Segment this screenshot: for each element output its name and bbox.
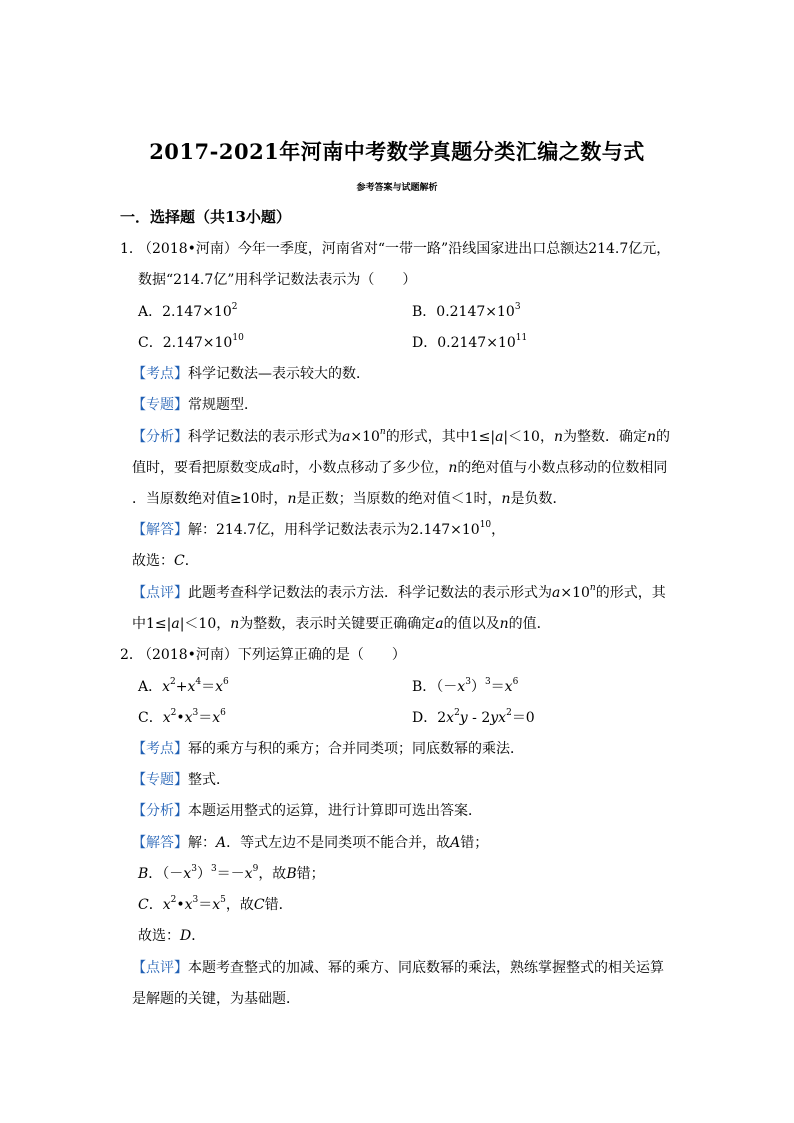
option-a: A．$2.147\times 10^2$ [138, 302, 238, 320]
answer-line: 故选：D． [138, 928, 206, 944]
jieda-line-c: C．$x^2•x^3=x^5$，故C错． [138, 895, 293, 913]
kaodian-row: 【考点】科学记数法—表示较大的数． [132, 366, 370, 382]
question-stem-line: （2018•河南）下列运算正确的是（ ） [138, 647, 406, 663]
jieda-line-b: B．$(-x^3)^3=-x^9$，故B错； [138, 864, 325, 882]
option-c: C．$2.147\times 10^{10}$ [138, 333, 244, 351]
page-title: 2017-2021年河南中考数学真题分类汇编之数与式 [149, 139, 645, 164]
dianping-line: 中1≤|a|＜10，n为整数，表示时关键要正确确定a的值以及n的值． [132, 616, 551, 632]
question-stem-line: （2018•河南）今年一季度，河南省对“一带一路”沿线国家进出口总额达214.7亿元， [138, 241, 671, 257]
dianping-row: 【点评】此题考查科学记数法的表示方法．科学记数法的表示形式为$a\times 10^n$的形式，其 [132, 583, 666, 601]
question-stem-line: 数据“214.7亿”用科学记数法表示为（ ） [138, 272, 417, 288]
jieda-row: 【解答】解：A．等式左边不是同类项不能合并，故A错； [132, 835, 489, 851]
kaodian-row: 【考点】幂的乘方与积的乘方；合并同类项；同底数幂的乘法． [132, 741, 524, 757]
fenxi-row: 【分析】本题运用整式的运算，进行计算即可选出答案． [132, 803, 482, 819]
zhuanti-row: 【专题】整式． [132, 772, 230, 788]
fenxi-line: 值时，要看把原数变成a时，小数点移动了多少位，n的绝对值与小数点移动的位数相同 [132, 460, 668, 476]
dianping-row: 【点评】本题考查整式的加减、幂的乘方、同底数幂的乘法，熟练掌握整式的相关运算 [132, 960, 664, 976]
answer-line: 故选：C． [132, 553, 199, 569]
fenxi-row: 【分析】科学记数法的表示形式为$a\times 10^n$的形式，其中1≤|a|＜10，n为整数．确定n的 [132, 427, 671, 445]
option-b: B．$(-x^3)^3=x^6$ [412, 677, 519, 695]
section-heading: 一．选择题（共13小题） [120, 208, 291, 226]
jieda-row: 【解答】解：214.7亿，用科学记数法表示为$2.147\times 10^{10}$， [132, 520, 506, 538]
page-subtitle: 参考答案与试题解析 [356, 183, 438, 193]
option-c: C．$x^2•x^3=x^6$ [138, 708, 226, 726]
option-a: A．$x^2+x^4=x^6$ [138, 677, 229, 695]
option-d: D．$0.2147\times 10^{11}$ [412, 333, 528, 351]
question-number: 1． [120, 241, 143, 257]
option-d: D．$2x^2y - 2yx^2=0$ [412, 708, 535, 726]
question-number: 2． [120, 647, 143, 663]
fenxi-line: ．当原数绝对值≥10时，n是正数；当原数的绝对值＜1时，n是负数． [132, 491, 567, 507]
option-b: B．$0.2147\times 10^3$ [412, 302, 521, 320]
zhuanti-row: 【专题】常规题型． [132, 397, 258, 413]
dianping-line: 是解题的关键，为基础题． [132, 991, 300, 1007]
